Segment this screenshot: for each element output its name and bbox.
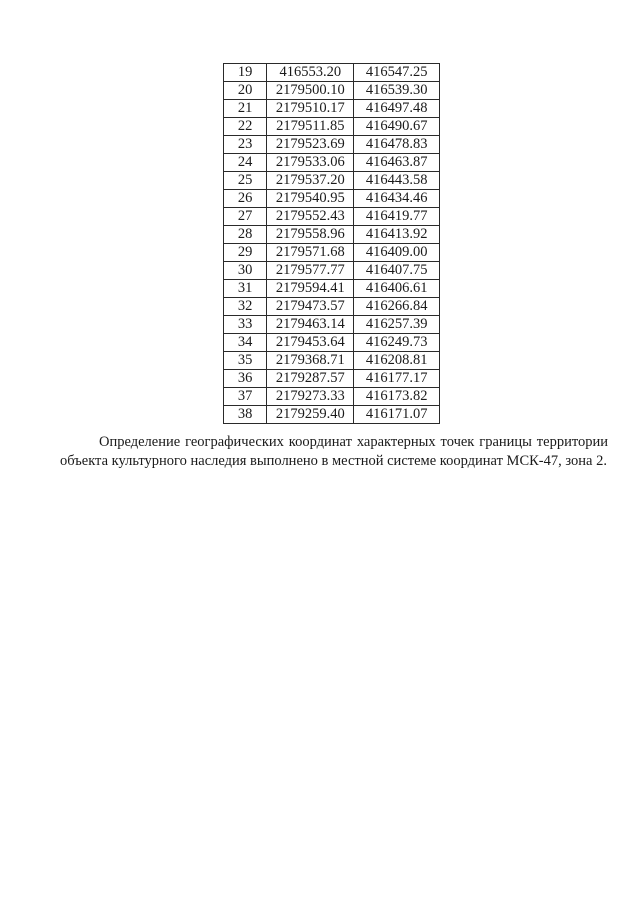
point-number-cell: 27 <box>224 208 267 226</box>
x-coordinate-cell: 2179571.68 <box>267 244 354 262</box>
y-coordinate-cell: 416547.25 <box>354 64 440 82</box>
y-coordinate-cell: 416419.77 <box>354 208 440 226</box>
table-row <box>224 172 440 190</box>
point-number-cell: 29 <box>224 244 267 262</box>
point-number-cell: 31 <box>224 280 267 298</box>
x-coordinate-cell: 2179259.40 <box>267 406 354 424</box>
x-coordinate-cell: 2179511.85 <box>267 118 354 136</box>
x-coordinate-cell: 2179510.17 <box>267 100 354 118</box>
y-coordinate-cell: 416173.82 <box>354 388 440 406</box>
y-coordinate-cell: 416409.00 <box>354 244 440 262</box>
table-row <box>224 352 440 370</box>
y-coordinate-cell: 416497.48 <box>354 100 440 118</box>
point-number-cell: 32 <box>224 298 267 316</box>
y-coordinate-cell: 416249.73 <box>354 334 440 352</box>
x-coordinate-cell: 2179463.14 <box>267 316 354 334</box>
table-row <box>224 136 440 154</box>
point-number-cell: 37 <box>224 388 267 406</box>
table-row <box>224 100 440 118</box>
y-coordinate-cell: 416208.81 <box>354 352 440 370</box>
y-coordinate-cell: 416257.39 <box>354 316 440 334</box>
y-coordinate-cell: 416443.58 <box>354 172 440 190</box>
y-coordinate-cell: 416406.61 <box>354 280 440 298</box>
y-coordinate-cell: 416463.87 <box>354 154 440 172</box>
table-row <box>224 370 440 388</box>
point-number-cell: 34 <box>224 334 267 352</box>
x-coordinate-cell: 2179537.20 <box>267 172 354 190</box>
table-row <box>224 334 440 352</box>
x-coordinate-cell: 416553.20 <box>267 64 354 82</box>
x-coordinate-cell: 2179473.57 <box>267 298 354 316</box>
table-row <box>224 388 440 406</box>
x-coordinate-cell: 2179287.57 <box>267 370 354 388</box>
y-coordinate-cell: 416413.92 <box>354 226 440 244</box>
x-coordinate-cell: 2179558.96 <box>267 226 354 244</box>
coordinate-system-note: Определение географических координат характерных точек границы территории объекта культурного наследия выполнено в местной системе координат МСК-47, зона 2. <box>60 434 608 469</box>
table-row <box>224 226 440 244</box>
table-row <box>224 208 440 226</box>
y-coordinate-cell: 416434.46 <box>354 190 440 208</box>
point-number-cell: 21 <box>224 100 267 118</box>
point-number-cell: 24 <box>224 154 267 172</box>
point-number-cell: 38 <box>224 406 267 424</box>
point-number-cell: 26 <box>224 190 267 208</box>
x-coordinate-cell: 2179540.95 <box>267 190 354 208</box>
point-number-cell: 33 <box>224 316 267 334</box>
y-coordinate-cell: 416539.30 <box>354 82 440 100</box>
table-row <box>224 262 440 280</box>
x-coordinate-cell: 2179453.64 <box>267 334 354 352</box>
x-coordinate-cell: 2179577.77 <box>267 262 354 280</box>
x-coordinate-cell: 2179500.10 <box>267 82 354 100</box>
point-number-cell: 22 <box>224 118 267 136</box>
x-coordinate-cell: 2179368.71 <box>267 352 354 370</box>
y-coordinate-cell: 416478.83 <box>354 136 440 154</box>
table-row <box>224 190 440 208</box>
x-coordinate-cell: 2179533.06 <box>267 154 354 172</box>
point-number-cell: 36 <box>224 370 267 388</box>
y-coordinate-cell: 416177.17 <box>354 370 440 388</box>
point-number-cell: 30 <box>224 262 267 280</box>
table-row <box>224 280 440 298</box>
y-coordinate-cell: 416171.07 <box>354 406 440 424</box>
y-coordinate-cell: 416407.75 <box>354 262 440 280</box>
table-row <box>224 244 440 262</box>
x-coordinate-cell: 2179552.43 <box>267 208 354 226</box>
table-row <box>224 82 440 100</box>
y-coordinate-cell: 416266.84 <box>354 298 440 316</box>
point-number-cell: 20 <box>224 82 267 100</box>
table-row <box>224 64 440 82</box>
point-number-cell: 23 <box>224 136 267 154</box>
point-number-cell: 28 <box>224 226 267 244</box>
table-row <box>224 406 440 424</box>
table-row <box>224 298 440 316</box>
coordinates-table <box>223 63 440 424</box>
y-coordinate-cell: 416490.67 <box>354 118 440 136</box>
table-row <box>224 316 440 334</box>
point-number-cell: 25 <box>224 172 267 190</box>
x-coordinate-cell: 2179273.33 <box>267 388 354 406</box>
x-coordinate-cell: 2179523.69 <box>267 136 354 154</box>
coordinates-table-body <box>224 64 440 424</box>
x-coordinate-cell: 2179594.41 <box>267 280 354 298</box>
point-number-cell: 19 <box>224 64 267 82</box>
table-row <box>224 118 440 136</box>
table-row <box>224 154 440 172</box>
point-number-cell: 35 <box>224 352 267 370</box>
